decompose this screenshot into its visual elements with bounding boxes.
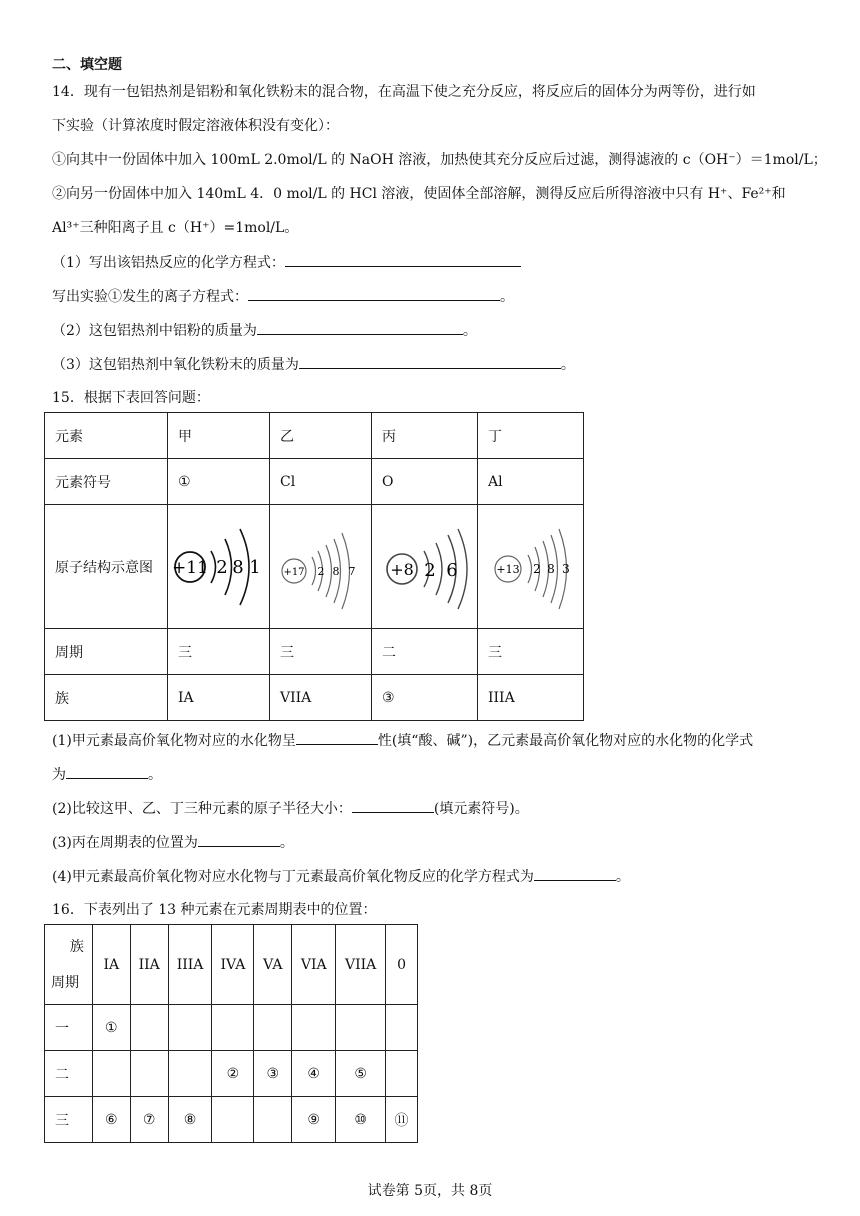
element-info-table — [44, 412, 584, 721]
group-header: VIA — [292, 925, 336, 1005]
table-cell: Cl — [270, 459, 372, 505]
table-row — [45, 675, 584, 721]
q14-line1: 14．现有一包铝热剂是铝粉和氧化铁粉末的混合物，在高温下使之充分反应，将反应后的固体分为两等份，进行如 — [52, 84, 756, 100]
corner-cell — [45, 925, 93, 1005]
group-header: IIA — [130, 925, 168, 1005]
table-cell — [254, 1097, 292, 1143]
table-cell: IIIA — [477, 675, 583, 721]
q15-title: 15．根据下表回答问题： — [52, 390, 210, 406]
table-cell: ⑧ — [168, 1097, 212, 1143]
table-row — [45, 413, 584, 459]
period-label: 二 — [45, 1051, 93, 1097]
table-cell: 乙 — [270, 413, 372, 459]
table-cell: ⑥ — [92, 1097, 130, 1143]
table-cell — [336, 1005, 386, 1051]
q15-p1: (1)甲元素最高价氧化物对应的水化物呈 性(填“酸、碱”)，乙元素最高价氧化物对应的水化物的化学式 — [52, 730, 753, 751]
shell-count: 7 — [348, 564, 356, 578]
atom-diagram-sodium — [168, 507, 268, 627]
q15-p1c: 为 。 — [52, 764, 162, 785]
atom-diagram-chlorine — [270, 507, 370, 627]
table-cell — [212, 1097, 254, 1143]
table-cell: 丁 — [477, 413, 583, 459]
atom-diagram-aluminum — [478, 507, 582, 627]
atom-cell — [270, 505, 372, 629]
group-header: VIIA — [336, 925, 386, 1005]
atom-diagram-oxygen — [372, 507, 476, 627]
table-cell: 原子结构示意图 — [45, 505, 168, 629]
table-cell: VIIA — [270, 675, 372, 721]
group-header: IA — [92, 925, 130, 1005]
table-cell: 元素符号 — [45, 459, 168, 505]
table-cell: 元素 — [45, 413, 168, 459]
table-row — [45, 505, 584, 629]
q14-line4: ②向另一份固体中加入 140mL 4．0 mol/L 的 HCl 溶液，使固体全部溶解，测得反应后所得溶液中只有 H⁺、Fe²⁺和 — [52, 186, 786, 202]
table-cell: ⑤ — [336, 1051, 386, 1097]
q14-line5: Al³⁺三种阳离子且 c（H⁺）=1mol/L。 — [52, 220, 299, 236]
table-row — [45, 459, 584, 505]
q16-title: 16．下表列出了 13 种元素在元素周期表中的位置： — [52, 902, 377, 918]
period-label: 三 — [45, 1097, 93, 1143]
table-cell: 三 — [477, 629, 583, 675]
shell-count: 8 — [547, 561, 555, 576]
page-footer: 试卷第 5页，共 8页 — [367, 1183, 493, 1199]
table-cell: 甲 — [168, 413, 270, 459]
q14-sub1: （1）写出该铝热反应的化学方程式： — [52, 252, 521, 273]
table-row — [45, 1051, 418, 1097]
atom-cell — [168, 505, 270, 629]
periodic-table-excerpt — [44, 924, 418, 1143]
answer-blank[interactable] — [299, 354, 561, 369]
table-cell — [386, 1051, 418, 1097]
table-cell: ⑪ — [386, 1097, 418, 1143]
table-cell — [212, 1005, 254, 1051]
answer-blank[interactable] — [66, 764, 148, 779]
table-cell: ③ — [372, 675, 478, 721]
table-cell: ④ — [292, 1051, 336, 1097]
q15-p2: (2)比较这甲、乙、丁三种元素的原子半径大小： (填元素符号)。 — [52, 798, 529, 819]
table-cell — [130, 1051, 168, 1097]
shell-count: 2 — [424, 559, 436, 581]
atom-cell — [477, 505, 583, 629]
table-cell: ③ — [254, 1051, 292, 1097]
table-cell — [292, 1005, 336, 1051]
group-axis-label: 族 — [69, 938, 84, 955]
table-cell: ⑩ — [336, 1097, 386, 1143]
shell-count: 2 — [533, 561, 541, 576]
q15-p3: (3)丙在周期表的位置为 。 — [52, 832, 294, 853]
shell-count: 8 — [332, 564, 340, 578]
table-row — [45, 1005, 418, 1051]
table-cell: ⑦ — [130, 1097, 168, 1143]
table-cell: 丙 — [372, 413, 478, 459]
table-cell — [92, 1051, 130, 1097]
shell-count: 2 — [216, 556, 228, 578]
table-cell — [130, 1005, 168, 1051]
q14-sub1b: 写出实验①发生的离子方程式： 。 — [52, 286, 514, 307]
group-header: VA — [254, 925, 292, 1005]
nucleus-label: +13 — [496, 562, 520, 576]
table-cell: Al — [477, 459, 583, 505]
section-title: 二、填空题 — [52, 57, 122, 73]
table-cell: ① — [92, 1005, 130, 1051]
nucleus-label: +8 — [390, 559, 414, 579]
shell-count: 6 — [446, 559, 458, 581]
period-axis-label: 周期 — [51, 974, 79, 991]
shell-count: 3 — [562, 561, 570, 576]
table-cell: ① — [168, 459, 270, 505]
shell-count: 8 — [232, 556, 244, 578]
q14-sub2: （2）这包铝热剂中铝粉的质量为 。 — [52, 320, 477, 341]
answer-blank[interactable] — [352, 798, 434, 813]
table-cell: 周期 — [45, 629, 168, 675]
header-row — [45, 925, 418, 1005]
answer-blank[interactable] — [248, 286, 500, 301]
q14-line2: 下实验（计算浓度时假定溶液体积没有变化）： — [52, 118, 339, 134]
shell-count: 1 — [249, 556, 261, 578]
answer-blank[interactable] — [285, 252, 521, 267]
table-cell: 族 — [45, 675, 168, 721]
nucleus-label: +17 — [283, 566, 305, 578]
table-row — [45, 629, 584, 675]
answer-blank[interactable] — [296, 730, 378, 745]
shell-count: 2 — [317, 564, 325, 578]
group-header: IIIA — [168, 925, 212, 1005]
answer-blank[interactable] — [257, 320, 463, 335]
table-cell: ② — [212, 1051, 254, 1097]
period-label: 一 — [45, 1005, 93, 1051]
table-cell: O — [372, 459, 478, 505]
q14-line3: ①向其中一份固体中加入 100mL 2.0mol/L 的 NaOH 溶液，加热使其充分反应后过滤，测得滤液的 c（OH⁻）＝1mol/L； — [52, 152, 827, 168]
answer-blank[interactable] — [198, 832, 280, 847]
group-header: 0 — [386, 925, 418, 1005]
group-header: IVA — [212, 925, 254, 1005]
table-cell — [168, 1051, 212, 1097]
table-cell: 二 — [372, 629, 478, 675]
table-cell: 三 — [270, 629, 372, 675]
table-cell — [254, 1005, 292, 1051]
table-cell — [168, 1005, 212, 1051]
atom-cell — [372, 505, 478, 629]
table-cell: ⑨ — [292, 1097, 336, 1143]
table-cell: 三 — [168, 629, 270, 675]
table-cell: IA — [168, 675, 270, 721]
table-row — [45, 1097, 418, 1143]
nucleus-label: +11 — [172, 557, 208, 578]
q15-p4: (4)甲元素最高价氧化物对应水化物与丁元素最高价氧化物反应的化学方程式为 。 — [52, 866, 630, 887]
q14-sub3: （3）这包铝热剂中氧化铁粉末的质量为 。 — [52, 354, 575, 375]
table-cell — [386, 1005, 418, 1051]
answer-blank[interactable] — [534, 866, 616, 881]
